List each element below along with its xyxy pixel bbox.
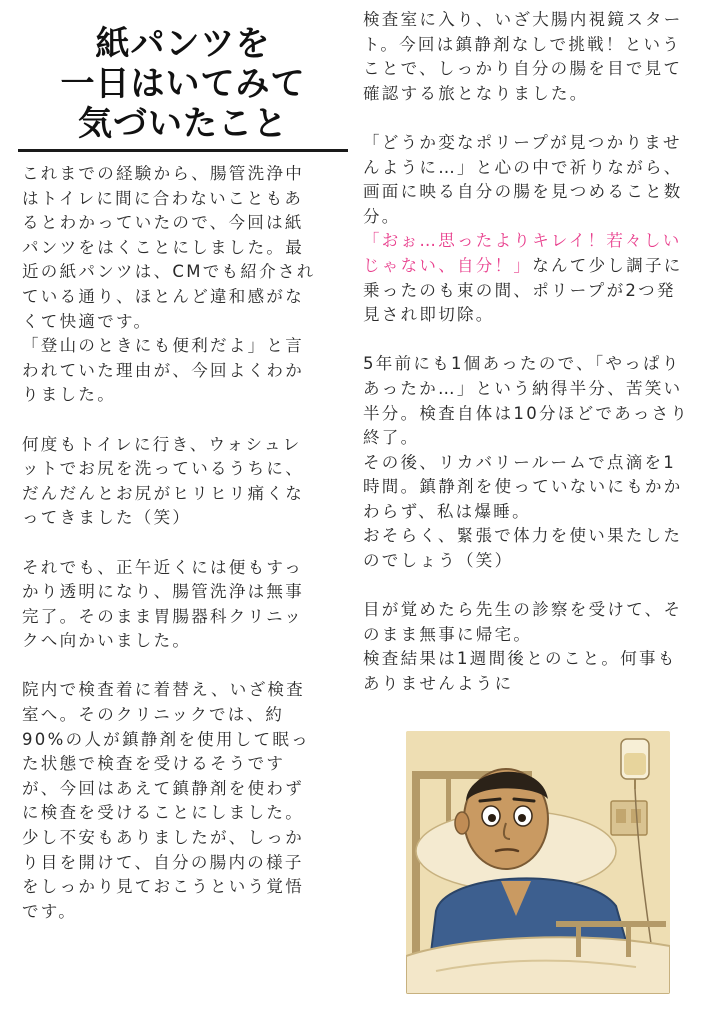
text-line: あったか…」という納得半分、苦笑い — [363, 378, 683, 398]
text-line: ている通り、ほとんど違和感がな — [22, 286, 304, 306]
left-column-text — [22, 162, 352, 924]
text-line: りました。 — [22, 385, 116, 405]
text-line: 90%の人が鎮静剤を使用して眠っ — [22, 729, 310, 749]
text-line: 検査室に入り、いざ大腸内視鏡スター — [363, 10, 683, 29]
text-fragment: なんて少し調子に — [532, 255, 683, 275]
text-line: です。 — [22, 901, 78, 921]
right-column-text — [363, 8, 715, 697]
text-line: 画面に映る自分の腸を見つめること数 — [363, 182, 683, 202]
text-line: 見され即切除。 — [363, 305, 495, 325]
text-line: 近の紙パンツは、CMでも紹介され — [22, 262, 316, 282]
text-line: 乗ったのも束の間、ポリープが2つ発 — [363, 280, 676, 300]
text-line: われていた理由が、今回よくわか — [22, 360, 304, 380]
text-line: ットでお尻を洗っているうちに、 — [22, 459, 304, 479]
text-line: 時間。鎮静剤を使っていないにもかか — [363, 477, 683, 497]
text-line: 室へ。そのクリニックでは、約 — [22, 705, 285, 725]
text-line: 少し不安もありましたが、しっか — [22, 828, 304, 848]
text-line: 終了。 — [363, 428, 420, 448]
title-line-1: 紙パンツを — [95, 24, 271, 64]
text-line: るとわかっていたので、今回は紙 — [22, 213, 304, 233]
highlight-quote-end: じゃない、自分！」 — [363, 255, 533, 275]
text-line: に検査を受けることにしました。 — [22, 803, 304, 823]
text-line: 「登山のときにも便利だよ」と言 — [22, 336, 304, 356]
text-line: 検査結果は1週間後とのこと。何事も — [363, 649, 677, 669]
text-line: んように…」と心の中で祈りながら、 — [363, 157, 683, 177]
text-line: 確認する旅となりました。 — [363, 83, 589, 103]
text-line: 分。 — [363, 206, 401, 226]
text-line: その後、リカバリールームで点滴を1 — [363, 452, 677, 472]
text-line: わらず、私は爆睡。 — [363, 501, 531, 521]
title-divider — [18, 149, 348, 152]
text-line: 「どうか変なポリープが見つかりませ — [363, 132, 682, 152]
text-line: ありませんように — [363, 674, 514, 694]
text-line: ト。今回は鎮静剤なしで挑戦！という — [363, 34, 682, 54]
text-line: クへ向かいました。 — [22, 631, 192, 651]
text-line: 目が覚めたら先生の診察を受けて、そ — [363, 600, 683, 620]
hospital-bed-illustration — [406, 731, 670, 994]
highlight-quote-line: 「おぉ…思ったよりキレイ！若々しい — [363, 231, 682, 251]
text-line: パンツをはくことにしました。最 — [22, 237, 304, 257]
text-line: ことで、しっかり自分の腸を目で見て — [363, 59, 683, 79]
text-line: 何度もトイレに行き、ウォシュレ — [22, 434, 302, 454]
text-line: をしっかり見ておこうという覚悟 — [22, 877, 304, 897]
text-line: 院内で検査着に着替え、いざ検査 — [22, 680, 305, 700]
text-line-with-highlight — [363, 254, 715, 279]
title-line-3: 気づいたこと — [78, 104, 288, 144]
text-line: 完了。そのまま胃腸器科クリニッ — [22, 606, 304, 626]
text-line: が、今回はあえて鎮静剤を使わず — [22, 778, 304, 798]
text-line: のでしょう（笑） — [363, 551, 514, 571]
text-line: た状態で検査を受けるそうです — [22, 754, 286, 774]
text-line: おそらく、緊張で体力を使い果たした — [363, 526, 683, 546]
text-line: 5年前にも1個あったので、「やっぱり — [363, 354, 681, 374]
text-line: かり透明になり、腸管洗浄は無事 — [22, 582, 304, 602]
text-line: だんだんとお尻がヒリヒリ痛くな — [22, 483, 304, 503]
text-line: それでも、正午近くには便もすっ — [22, 557, 304, 577]
text-line: り目を開けて、自分の腸内の様子 — [22, 852, 304, 872]
text-line: はトイレに間に合わないこともあ — [22, 188, 304, 208]
text-line: のまま無事に帰宅。 — [363, 624, 533, 644]
title-line-2: 一日はいてみて — [60, 64, 306, 104]
text-line: 半分。検査自体は10分ほどであっさり — [363, 403, 690, 423]
text-line: くて快適です。 — [22, 311, 153, 331]
article-title — [18, 24, 348, 144]
text-line: ってきました（笑） — [22, 508, 192, 528]
text-line: これまでの経験から、腸管洗浄中 — [22, 164, 304, 183]
